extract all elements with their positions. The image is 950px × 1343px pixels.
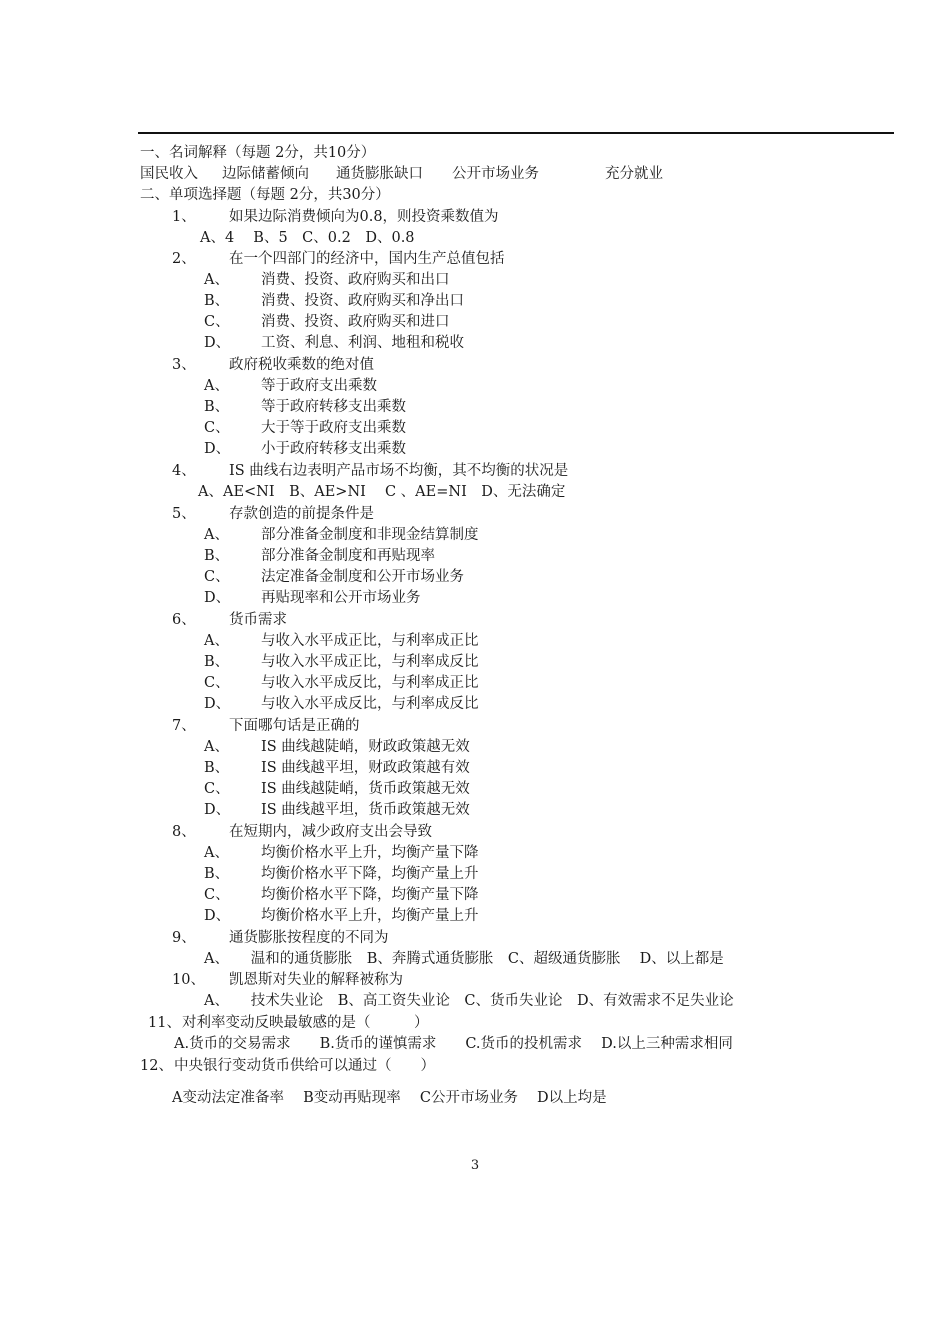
option-text: 与收入水平成正比，与利率成正比 [261,633,479,649]
question-number: 11、 [148,1015,181,1031]
question-stem: 存款创造的前提条件是 [229,506,374,522]
question-stem: 政府税收乘数的绝对值 [229,357,374,373]
option-letter: C、 [204,887,230,903]
option-letter: C、 [204,569,230,585]
option-text: IS 曲线越陡峭，货币政策越无效 [261,781,470,797]
question-number: 1、 [172,209,196,225]
term-1: 国民收入 [140,166,198,182]
option-text: 消费、投资、政府购买和净出口 [261,293,464,309]
option-text: 均衡价格水平下降，均衡产量上升 [261,866,479,882]
option-letter: A、 [204,633,229,649]
option-text: 消费、投资、政府购买和进口 [261,314,450,330]
option-text: 大于等于政府支出乘数 [261,420,406,436]
options-inline: A.货币的交易需求 B.货币的谨慎需求 C.货币的投机需求 D.以上三种需求相同 [174,1036,733,1052]
option-letter: A、 [204,845,229,861]
question-number: 9、 [172,930,196,946]
options-inline: A、 温和的通货膨胀 B、奔腾式通货膨胀 C、超级通货膨胀 D、以上都是 [204,951,724,967]
question-stem: 货币需求 [229,612,287,628]
question-number: 2、 [172,251,196,267]
option-letter: D、 [204,908,231,924]
option-letter: C、 [204,781,230,797]
option-letter: B、 [204,760,230,776]
option-text: 部分准备金制度和再贴现率 [261,548,435,564]
option-text: 均衡价格水平上升，均衡产量下降 [261,845,479,861]
option-letter: B、 [204,548,230,564]
question-stem: 对利率变动反映最敏感的是（ ） [182,1015,429,1031]
question-number: 12、 [140,1058,173,1074]
question-number: 5、 [172,506,196,522]
option-text: IS 曲线越平坦，货币政策越无效 [261,802,470,818]
option-letter: D、 [204,802,231,818]
question-number: 6、 [172,612,196,628]
option-letter: A、 [204,378,229,394]
option-letter: C、 [204,675,230,691]
option-letter: D、 [204,441,231,457]
question-stem: 下面哪句话是正确的 [229,718,360,734]
option-letter: C、 [204,420,230,436]
question-stem: IS 曲线右边表明产品市场不均衡，其不均衡的状况是 [229,463,569,479]
option-letter: C、 [204,314,230,330]
option-text: 等于政府转移支出乘数 [261,399,406,415]
option-text: 消费、投资、政府购买和出口 [261,272,450,288]
section1-heading: 一、名词解释（每题 2分，共10分） [140,145,376,161]
option-text: 均衡价格水平上升，均衡产量上升 [261,908,479,924]
question-stem: 在短期内，减少政府支出会导致 [229,824,432,840]
options-inline: A变动法定准备率 B变动再贴现率 C公开市场业务 D以上均是 [172,1090,607,1106]
term-5: 充分就业 [605,166,663,182]
page-number: 3 [470,1158,480,1173]
option-text: 与收入水平成反比，与利率成反比 [261,696,479,712]
section2-heading: 二、单项选择题（每题 2分，共30分） [140,187,390,203]
option-letter: B、 [204,293,230,309]
question-number: 7、 [172,718,196,734]
option-text: 工资、利息、利润、地租和税收 [261,335,464,351]
options-inline: A、 技术失业论 B、高工资失业论 C、货币失业论 D、有效需求不足失业论 [204,993,734,1009]
option-text: 再贴现率和公开市场业务 [261,590,421,606]
option-letter: A、 [204,739,229,755]
option-letter: A、 [204,272,229,288]
option-text: 法定准备金制度和公开市场业务 [261,569,464,585]
option-text: 均衡价格水平下降，均衡产量下降 [261,887,479,903]
option-text: 部分准备金制度和非现金结算制度 [261,527,479,543]
question-number: 3、 [172,357,196,373]
question-stem: 通货膨胀按程度的不同为 [229,930,389,946]
question-number: 10、 [172,972,205,988]
options-inline: A、AE<NI B、AE>NI C 、AE=NI D、无法确定 [198,484,566,500]
top-rule [138,132,894,134]
option-letter: D、 [204,696,231,712]
option-letter: B、 [204,399,230,415]
question-stem: 如果边际消费倾向为0.8，则投资乘数值为 [229,209,499,225]
option-letter: A、 [204,527,229,543]
option-letter: B、 [204,654,230,670]
term-2: 边际储蓄倾向 [222,166,309,182]
option-text: 与收入水平成正比，与利率成反比 [261,654,479,670]
option-letter: B、 [204,866,230,882]
option-text: IS 曲线越陡峭，财政政策越无效 [261,739,470,755]
option-letter: D、 [204,590,231,606]
question-stem: 在一个四部门的经济中，国内生产总值包括 [229,251,505,267]
question-stem: 中央银行变动货币供给可以通过（ ） [174,1058,435,1074]
term-3: 通货膨胀缺口 [336,166,423,182]
option-text: IS 曲线越平坦，财政政策越有效 [261,760,470,776]
question-number: 4、 [172,463,196,479]
option-letter: D、 [204,335,231,351]
option-text: 与收入水平成反比，与利率成正比 [261,675,479,691]
question-number: 8、 [172,824,196,840]
option-text: 小于政府转移支出乘数 [261,441,406,457]
term-4: 公开市场业务 [452,166,539,182]
options-inline: A、4 B、5 C、0.2 D、0.8 [200,230,415,246]
question-stem: 凯恩斯对失业的解释被称为 [229,972,403,988]
option-text: 等于政府支出乘数 [261,378,377,394]
